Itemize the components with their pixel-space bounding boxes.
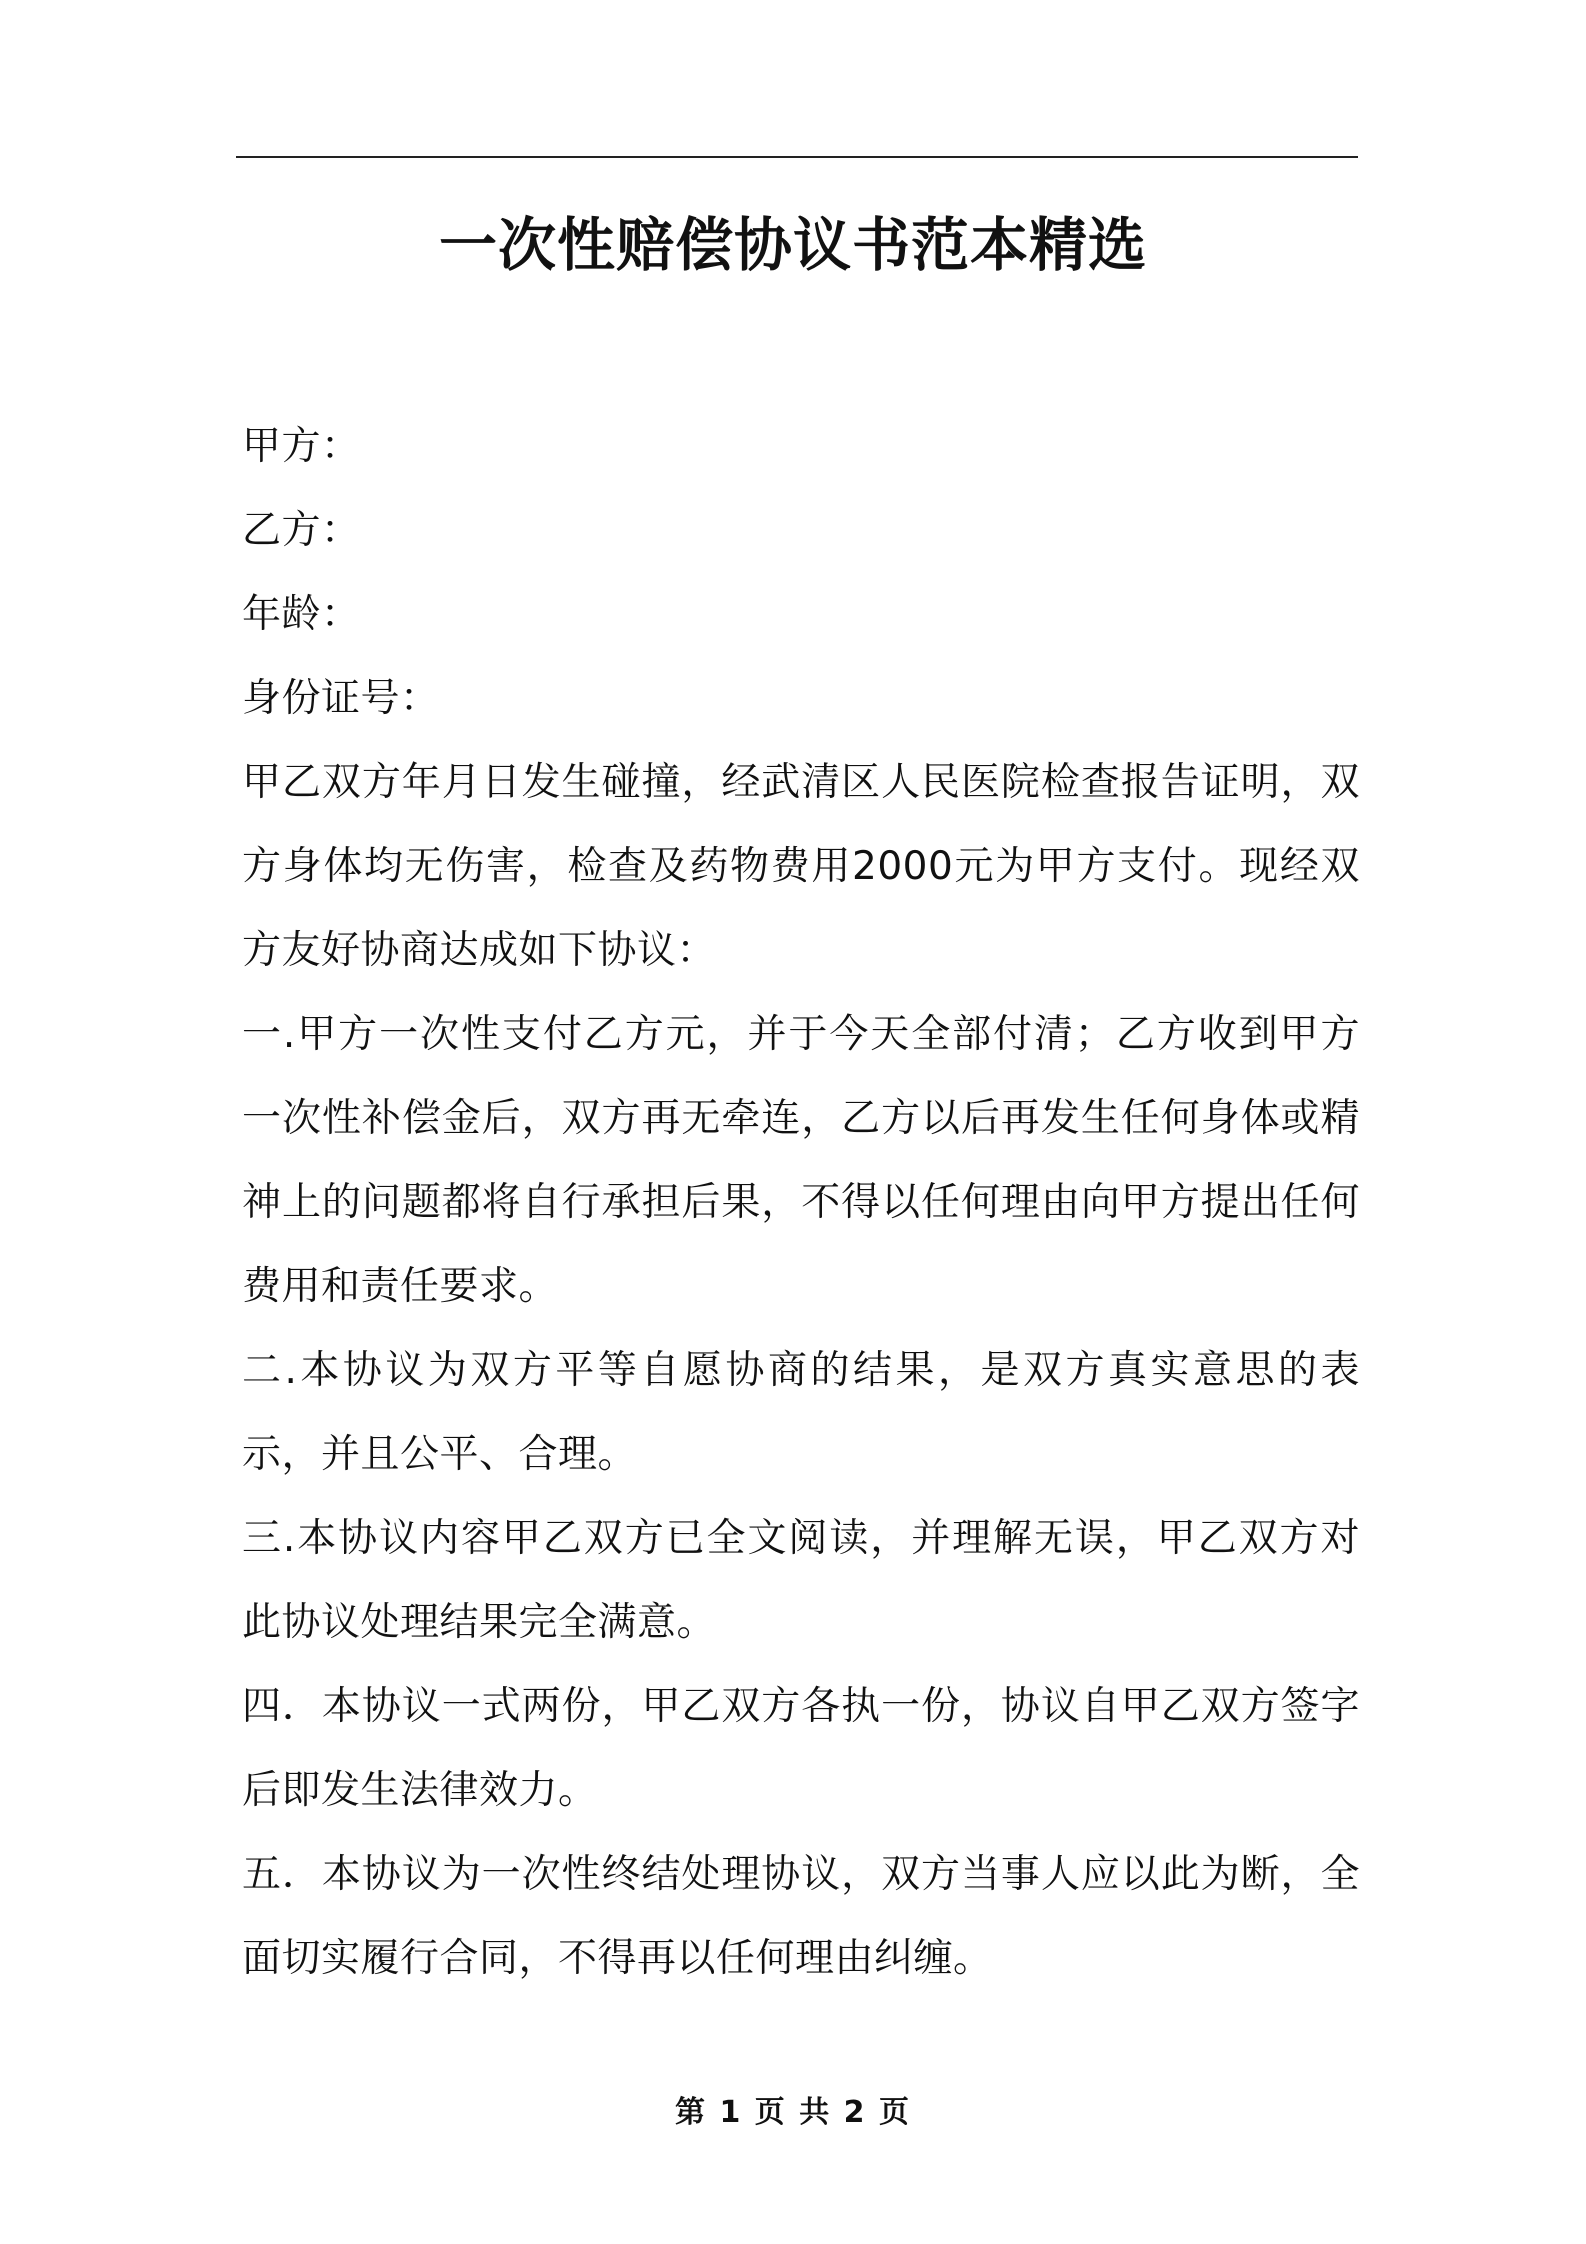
header-rule [236,156,1358,158]
document-body [242,405,1360,2001]
field-party-a: 甲方： [242,424,361,469]
field-party-b: 乙方： [242,508,361,553]
clause-4: 四．本协议一式两份，甲乙双方各执一份，协议自甲乙双方签字后即发生法律效力。 [242,1684,1360,1813]
paragraph-intro: 甲乙双方年月日发生碰撞，经武清区人民医院检查报告证明，双方身体均无伤害，检查及药物费用2000元为甲方支付。现经双方友好协商达成如下协议： [242,760,1360,973]
clause-5: 五．本协议为一次性终结处理协议，双方当事人应以此为断，全面切实履行合同，不得再以任何理由纠缠。 [242,1852,1360,1981]
document-title: 一次性赔偿协议书范本精选 [438,211,1147,279]
page-number-footer: 第 1 页 共 2 页 [675,2095,911,2130]
clause-3: 三.本协议内容甲乙双方已全文阅读，并理解无误，甲乙双方对此协议处理结果完全满意。 [242,1516,1360,1645]
field-id-number: 身份证号： [242,676,440,721]
clause-2: 二.本协议为双方平等自愿协商的结果，是双方真实意思的表示，并且公平、合理。 [242,1348,1360,1477]
field-age: 年龄： [242,592,361,637]
clause-1: 一.甲方一次性支付乙方元，并于今天全部付清；乙方收到甲方一次性补偿金后，双方再无牵连，乙方以后再发生任何身体或精神上的问题都将自行承担后果，不得以任何理由向甲方提出任何费用和责任要求。 [242,1012,1360,1309]
